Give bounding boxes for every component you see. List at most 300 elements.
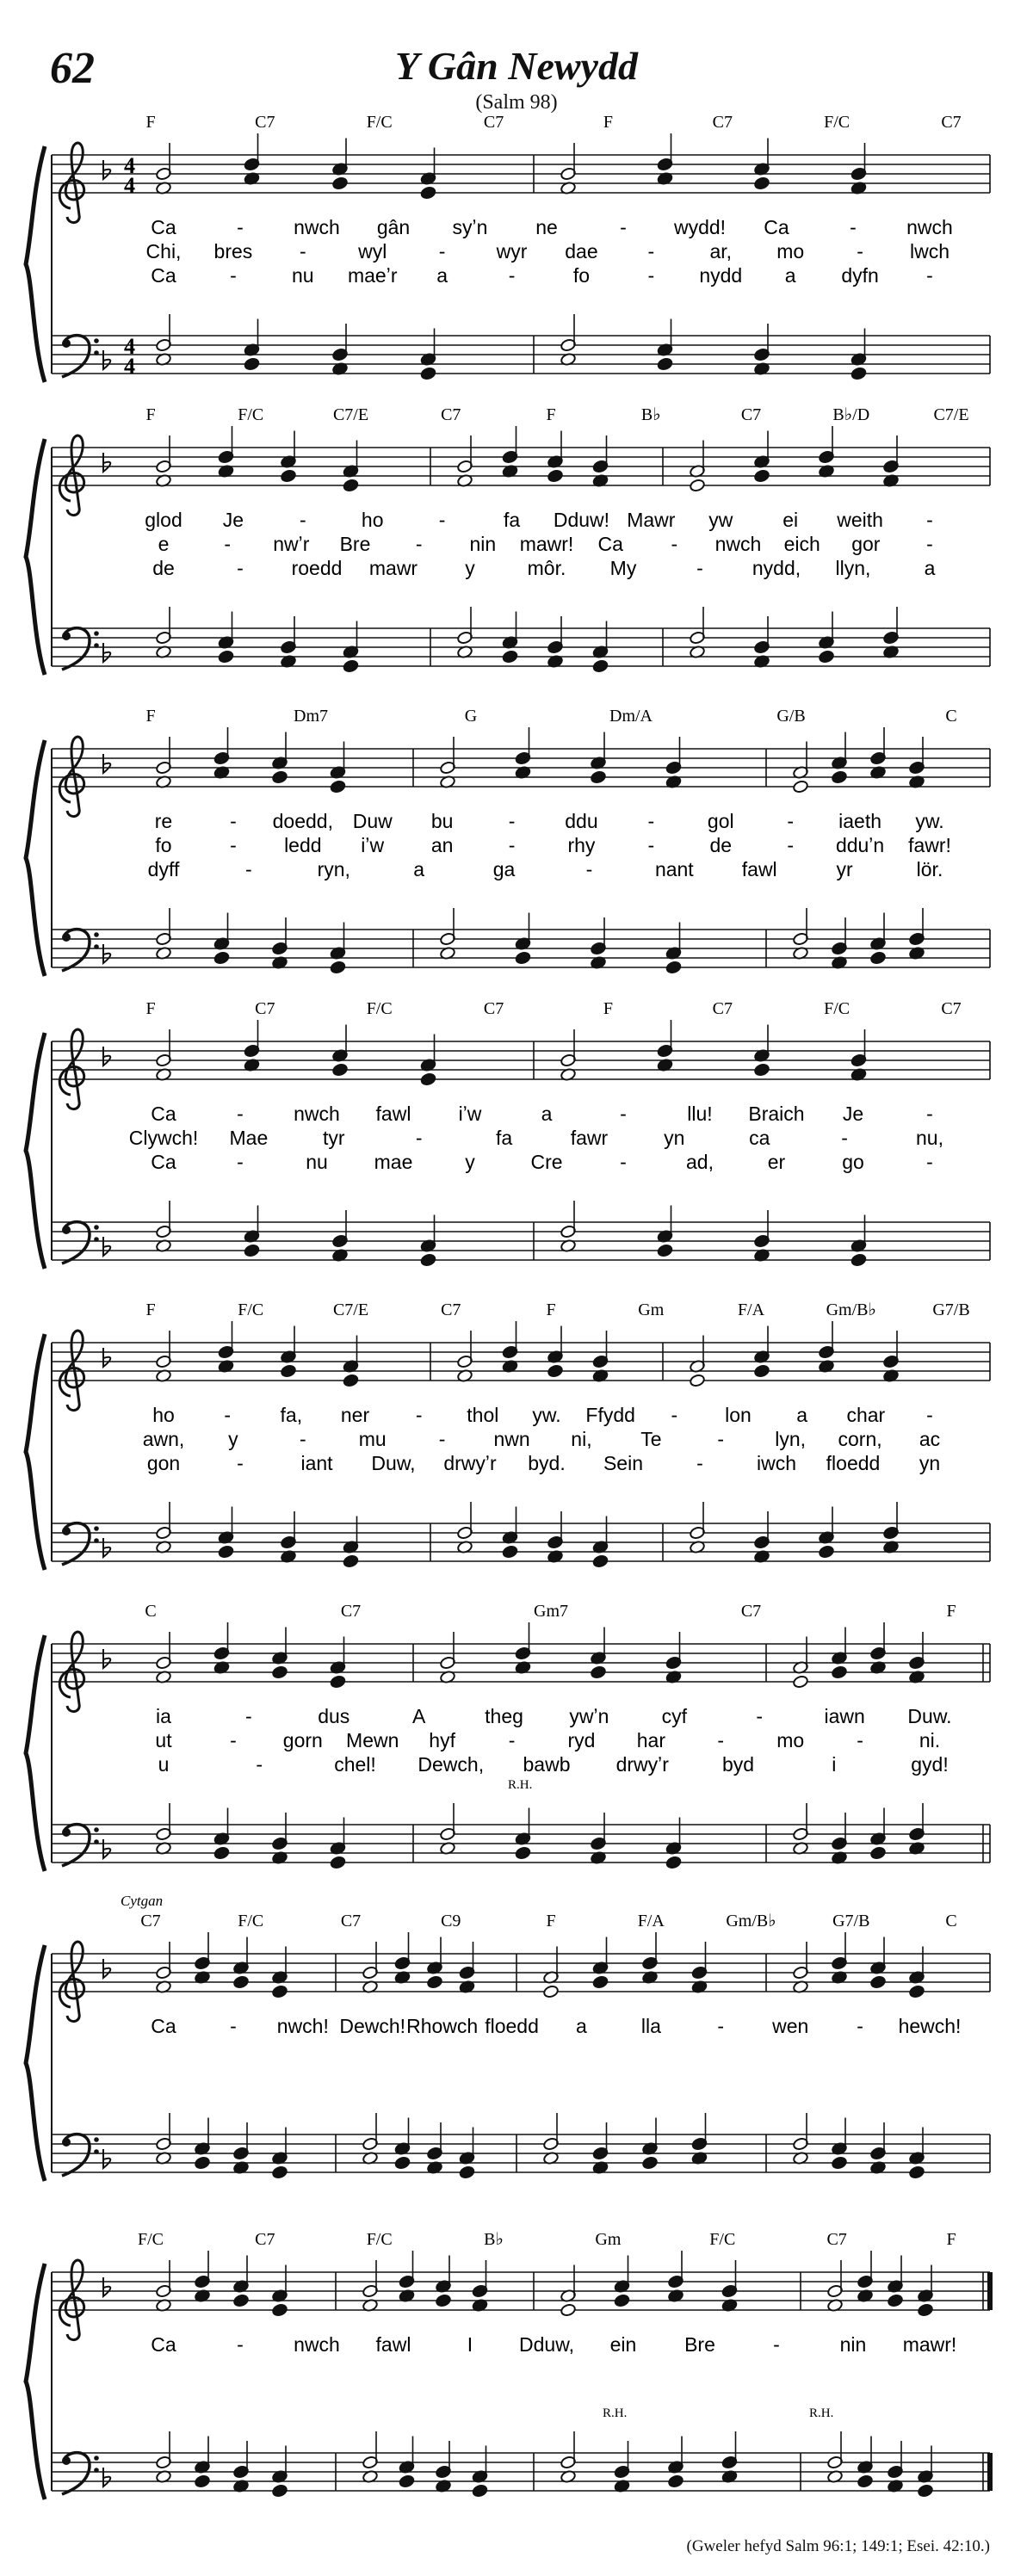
lyric-syllable: Je (842, 1103, 864, 1125)
lyric-syllable: - (230, 834, 237, 856)
lyric-syllable: - (850, 216, 857, 238)
lyric-syllable: y (465, 557, 475, 579)
note-head (665, 961, 682, 974)
note-head (754, 469, 770, 483)
chord-symbol: C7 (483, 999, 504, 1018)
lyric-syllable: ut (155, 1729, 172, 1751)
lyric-syllable: Duw. (907, 1705, 952, 1727)
lyric-syllable: fawl (741, 858, 777, 880)
chord-symbol: G (464, 707, 478, 726)
lyric-syllable: ni, (571, 1428, 592, 1450)
lyric-syllable: gon (146, 1452, 181, 1474)
note-head (909, 2165, 925, 2179)
lyric-syllable: ia (156, 1705, 171, 1727)
lyric-syllable: yn (664, 1127, 685, 1149)
bass-clef-dot (94, 2149, 99, 2154)
lyric-syllable: ac (919, 1428, 941, 1450)
chord-symbol: F/C (238, 1300, 264, 1319)
note-head (547, 469, 564, 483)
lyric-syllable: Dewch! (339, 2015, 406, 2037)
lyric-syllable: an (430, 834, 454, 856)
note-head (459, 2165, 475, 2179)
note-head (870, 1846, 887, 1860)
system-brace (26, 1635, 45, 1871)
lyric-syllable: Mae (229, 1127, 269, 1149)
lyric-syllable: - (438, 1428, 446, 1450)
bass-clef-dot (94, 1237, 99, 1242)
note-head (657, 357, 673, 371)
lyric-syllable: - (696, 557, 703, 579)
chord-symbol: C7 (740, 1602, 762, 1621)
lyric-syllable: Ca (764, 216, 789, 238)
lyric-syllable: fawl (375, 1103, 411, 1125)
bass-clef-dot (62, 1527, 71, 1535)
lyric-syllable: ad, (686, 1151, 714, 1173)
chord-symbol: C7 (140, 1912, 161, 1930)
chord-symbol: F (145, 113, 156, 132)
lyric-syllable: nu (292, 264, 314, 287)
note-head (195, 2474, 211, 2488)
lyric-syllable: iant (300, 1452, 333, 1474)
lyric-syllable: iawn (824, 1705, 865, 1727)
lyric-syllable: i (832, 1753, 837, 1776)
chord-symbol: G7/B (832, 1912, 870, 1930)
note-head (399, 2474, 415, 2488)
system-brace (26, 740, 45, 976)
chord-symbol: C9 (441, 1912, 461, 1930)
lyric-syllable: - (773, 2333, 780, 2356)
lyric-syllable: - (717, 1729, 725, 1751)
chord-symbol: G7/B (932, 1300, 970, 1319)
lyric-syllable: mo (776, 1729, 805, 1751)
lyric-syllable: bu (430, 810, 454, 832)
lyric-syllable: Ffydd (585, 1404, 635, 1426)
key-flat-icon (103, 1538, 110, 1557)
lyric-syllable: tyr (322, 1127, 345, 1149)
lyric-syllable: glod (145, 509, 182, 531)
lyric-syllable: bres (213, 240, 253, 263)
note-head (870, 1975, 887, 1989)
lyric-syllable: - (299, 1428, 306, 1450)
lyric-syllable: - (671, 1404, 678, 1426)
lyric-syllable: - (237, 1151, 244, 1173)
lyric-syllable: Mawr (627, 509, 676, 531)
note-head (754, 1063, 770, 1077)
lyric-syllable: - (224, 533, 232, 555)
key-flat-icon (103, 2149, 110, 2168)
bass-clef-dot (94, 1526, 99, 1531)
lyric-syllable: - (857, 2015, 863, 2037)
chord-symbol: C7 (740, 405, 762, 424)
note-head (218, 1545, 234, 1559)
chord-symbol: F (946, 1602, 956, 1621)
chord-symbol: C7 (941, 999, 962, 1018)
lyric-syllable: drwyʼr (443, 1452, 497, 1474)
chord-symbol: C7 (712, 999, 733, 1018)
lyric-syllable: gorn (282, 1729, 323, 1751)
chord-symbol: F/C (137, 2230, 164, 2249)
lyric-syllable: y (228, 1428, 238, 1450)
lyric-syllable: Ca (151, 1151, 176, 1173)
lyric-syllable: nwch (294, 1103, 340, 1125)
chord-symbol: C (945, 1912, 957, 1930)
lyric-syllable: ywʼn (569, 1705, 609, 1727)
chord-symbol: G/B (776, 707, 806, 726)
lyric-syllable: de (709, 834, 733, 856)
chord-symbol: F (145, 1300, 156, 1319)
lyric-syllable: - (620, 1103, 627, 1125)
key-flat-icon (103, 453, 110, 472)
lyric-syllable: Dduw! (553, 509, 610, 531)
lyric-syllable: a (784, 264, 796, 287)
lyric-syllable: Bre (684, 2333, 715, 2356)
lyric-syllable: yr (836, 858, 853, 880)
chord-symbol: C7/E (332, 405, 369, 424)
lyric-syllable: dus (318, 1705, 350, 1727)
note-head (614, 2294, 630, 2307)
bass-clef-dot (94, 2468, 99, 2473)
note-head (436, 2294, 452, 2307)
lyric-syllable: - (926, 264, 933, 287)
lyric-syllable: ryd (567, 1729, 596, 1751)
note-head (420, 186, 436, 200)
lyric-syllable: - (237, 216, 244, 238)
chord-symbol: C7 (340, 1912, 362, 1930)
rh-marking: R.H. (809, 2406, 834, 2420)
bass-clef-dot (94, 1538, 99, 1543)
note-head (343, 1374, 359, 1387)
lyric-syllable: - (926, 1103, 933, 1125)
note-head (657, 1244, 673, 1257)
note-head (690, 1374, 706, 1387)
lyric-syllable: - (508, 1729, 516, 1751)
bass-clef-dot (62, 933, 71, 942)
note-head (281, 1364, 297, 1378)
lyric-syllable: er (767, 1151, 786, 1173)
note-head (213, 1846, 230, 1860)
lyric-syllable: - (415, 533, 423, 555)
key-flat-icon (103, 2468, 110, 2486)
lyric-syllable: theg (485, 1705, 523, 1727)
lyric-syllable: - (508, 264, 516, 287)
lyric-syllable: dyff (147, 858, 180, 880)
note-head (515, 951, 531, 965)
chord-symbol: C7 (941, 113, 962, 132)
lyric-syllable: - (230, 1729, 237, 1751)
lyric-syllable: fa, (280, 1404, 303, 1426)
lyric-syllable: Rhowch (406, 2015, 479, 2037)
lyric-syllable: fawr (570, 1127, 609, 1149)
note-head (330, 961, 346, 974)
note-head (213, 951, 230, 965)
lyric-syllable: - (756, 1705, 764, 1727)
lyric-syllable: ni. (919, 1729, 941, 1751)
lyric-syllable: fawr! (908, 834, 951, 856)
lyric-syllable: nwch (294, 216, 340, 238)
lyric-syllable: eich (783, 533, 820, 555)
lyric-syllable: - (508, 810, 516, 832)
lyric-syllable: dyfn (841, 264, 879, 287)
system-brace (26, 1945, 45, 2181)
lyric-syllable: - (237, 1452, 244, 1474)
lyric-syllable: Ca (151, 1103, 176, 1125)
note-head (888, 2294, 904, 2307)
note-head (642, 2156, 659, 2170)
lyric-syllable: mo (776, 240, 805, 263)
lyric-syllable: - (230, 2015, 237, 2037)
note-head (832, 1665, 848, 1679)
lyric-syllable: nydd, (752, 557, 801, 579)
lyric-syllable: - (926, 1404, 933, 1426)
hymn-number: 62 (50, 44, 95, 93)
lyric-syllable: thol (467, 1404, 499, 1426)
lyric-syllable: ei (782, 509, 799, 531)
key-flat-icon (103, 944, 110, 963)
lyric-syllable: - (926, 1151, 933, 1173)
key-flat-icon (103, 1649, 110, 1668)
note-head (272, 2484, 288, 2498)
chord-symbol: F/C (238, 1912, 264, 1930)
chord-symbol: Dm/A (609, 707, 653, 726)
bass-clef-dot (62, 1828, 71, 1837)
note-head (244, 357, 260, 371)
lyric-syllable: fa (495, 1127, 513, 1149)
bass-clef-dot (62, 632, 71, 640)
chord-symbol: F (546, 1912, 556, 1930)
note-head (547, 1364, 564, 1378)
lyric-syllable: a (924, 557, 936, 579)
note-head (918, 2303, 934, 2317)
lyric-syllable: - (415, 1127, 423, 1149)
lyric-syllable: Cre (530, 1151, 563, 1173)
bass-clef-dot (94, 338, 99, 343)
lyric-syllable: - (647, 834, 655, 856)
chord-symbol: F/C (366, 113, 393, 132)
rh-marking: R.H. (603, 2406, 628, 2420)
lyric-syllable: yn (919, 1452, 941, 1474)
chord-symbol: F (603, 999, 613, 1018)
lyric-syllable: fa (503, 509, 521, 531)
lyric-syllable: - (256, 1753, 263, 1776)
lyric-syllable: mawr! (902, 2333, 957, 2356)
note-head (851, 367, 867, 380)
lyric-syllable: nwch! (276, 2015, 329, 2037)
lyric-syllable: floedd (826, 1452, 881, 1474)
lyric-syllable: wen (772, 2015, 809, 2037)
lyric-syllable: Dduw, (519, 2333, 574, 2356)
lyric-syllable: ne (535, 216, 558, 238)
lyric-syllable: dae (565, 240, 598, 263)
note-head (857, 2474, 874, 2488)
chord-symbol: B♭ (640, 405, 661, 424)
lyric-syllable: Clywch! (128, 1127, 199, 1149)
lyric-syllable: bawb (523, 1753, 571, 1776)
note-head (591, 1665, 607, 1679)
note-head (502, 1545, 518, 1559)
lyric-syllable: - (787, 810, 795, 832)
lyric-syllable: rhy (567, 834, 596, 856)
lyric-syllable: fo (155, 834, 172, 856)
chord-symbol: C7 (483, 113, 504, 132)
lyric-syllable: Te (640, 1428, 662, 1450)
note-head (281, 469, 297, 483)
bass-clef-dot (94, 944, 99, 949)
note-head (591, 770, 607, 784)
lyric-syllable: lör. (916, 858, 943, 880)
note-head (233, 1975, 250, 1989)
lyric-syllable: - (857, 240, 863, 263)
lyric-syllable: ga (492, 858, 516, 880)
note-head (233, 2294, 250, 2307)
lyric-syllable: wyl (358, 240, 387, 263)
lyric-syllable: - (415, 1404, 423, 1426)
note-head (754, 1364, 770, 1378)
lyric-syllable: mawr (368, 557, 418, 579)
lyric-syllable: gor (851, 533, 881, 555)
lyric-syllable: syʼn (452, 216, 488, 238)
lyric-syllable: lwch (909, 240, 950, 263)
lyric-syllable: wyr (496, 240, 528, 263)
system-brace (26, 439, 45, 675)
lyric-syllable: corn, (838, 1428, 882, 1450)
lyric-syllable: dduʼn (835, 834, 885, 856)
lyric-syllable: - (230, 264, 237, 287)
chord-symbol: Gm/B♭ (726, 1912, 776, 1930)
note-head (665, 1856, 682, 1869)
note-head (272, 2303, 288, 2317)
note-head (330, 780, 346, 794)
lyric-syllable: mu (358, 1428, 387, 1450)
lyric-syllable: - (671, 533, 678, 555)
lyric-syllable: A (411, 1705, 426, 1727)
key-flat-icon (103, 1237, 110, 1256)
lyric-syllable: weith (837, 509, 883, 531)
bass-clef-dot (94, 643, 99, 648)
lyric-syllable: yw (708, 509, 733, 531)
system-brace (26, 146, 45, 382)
lyric-syllable: har (636, 1729, 665, 1751)
note-head (472, 2484, 488, 2498)
note-head (420, 1072, 436, 1086)
chord-symbol: F/C (709, 2230, 736, 2249)
time-signature-top: 4 (124, 334, 135, 359)
lyric-syllable: llu! (687, 1103, 713, 1125)
bass-clef-dot (62, 2456, 71, 2465)
lyric-syllable: - (696, 1452, 703, 1474)
note-head (420, 1253, 436, 1267)
lyric-syllable: yw. (915, 810, 944, 832)
lyric-syllable: lyn, (775, 1428, 807, 1450)
note-head (343, 659, 359, 673)
chord-symbol: B♭ (484, 2230, 504, 2249)
chord-symbol: Dm7 (294, 707, 328, 726)
lyric-syllable: e (158, 533, 170, 555)
note-head (793, 1675, 809, 1689)
system-brace (26, 1033, 45, 1269)
key-flat-icon (103, 350, 110, 369)
bass-clef-dot (94, 932, 99, 937)
lyric-syllable: - (647, 264, 655, 287)
chord-symbol: Gm7 (534, 1602, 568, 1621)
bass-clef-dot (94, 1827, 99, 1832)
note-head (272, 1665, 288, 1679)
lyric-syllable: cyf (661, 1705, 688, 1727)
chord-symbol: C (145, 1602, 157, 1621)
lyric-syllable: nydd (699, 264, 743, 287)
lyric-syllable: My (609, 557, 637, 579)
lyric-syllable: - (841, 1127, 848, 1149)
note-head (754, 176, 770, 190)
bass-clef-dot (62, 1226, 71, 1234)
note-head (592, 1554, 609, 1568)
lyric-syllable: roedd (291, 557, 343, 579)
hymn-title: Y Gân Newydd (395, 44, 638, 88)
lyric-syllable: go (842, 1151, 864, 1173)
lyric-syllable: - (926, 533, 933, 555)
lyric-syllable: Bre (339, 533, 371, 555)
lyric-syllable: Duw (352, 810, 393, 832)
lyric-syllable: - (717, 1428, 725, 1450)
chord-symbol: C (945, 707, 957, 726)
bass-clef-dot (94, 2456, 99, 2461)
lyric-syllable: - (438, 509, 446, 531)
chord-symbol: F (145, 405, 156, 424)
time-signature-bottom: 4 (124, 173, 135, 198)
lyric-syllable: - (620, 1151, 627, 1173)
hymn-subtitle: (Salm 98) (475, 91, 558, 114)
note-head (793, 780, 809, 794)
lyric-syllable: - (438, 240, 446, 263)
lyric-syllable: iwch (756, 1452, 797, 1474)
note-head (502, 650, 518, 664)
lyric-syllable: gyd! (911, 1753, 949, 1776)
lyric-syllable: y (465, 1151, 475, 1173)
lyric-syllable: ryn, (317, 858, 350, 880)
chord-symbol: F (546, 1300, 556, 1319)
note-head (332, 176, 349, 190)
system-brace (26, 2264, 45, 2499)
lyric-syllable: - (299, 240, 306, 263)
key-flat-icon (103, 1348, 110, 1367)
lyric-syllable: re (154, 810, 173, 832)
lyric-syllable: Mewn (346, 1729, 399, 1751)
lyric-syllable: nwch (714, 533, 762, 555)
bass-clef-dot (94, 1839, 99, 1844)
lyric-syllable: I (467, 2333, 473, 2356)
note-head (592, 659, 609, 673)
note-head (819, 650, 835, 664)
lyric-syllable: ein (609, 2333, 637, 2356)
chord-symbol: B♭/D (832, 405, 870, 424)
lyric-syllable: ar, (709, 240, 733, 263)
key-flat-icon (103, 160, 110, 179)
lyric-syllable: nin (469, 533, 497, 555)
chord-symbol: F/C (366, 999, 393, 1018)
lyric-syllable: llyn, (835, 557, 871, 579)
lyric-syllable: - (585, 858, 593, 880)
note-head (420, 367, 436, 380)
chord-symbol: F/C (366, 2230, 393, 2249)
lyric-syllable: fawl (375, 2333, 411, 2356)
lyric-syllable: Ca (151, 2015, 176, 2037)
lyric-syllable: - (508, 834, 516, 856)
note-head (515, 1846, 531, 1860)
chord-symbol: C7 (255, 113, 275, 132)
note-head (592, 1975, 609, 1989)
lyric-syllable: nu (306, 1151, 328, 1173)
chord-symbol: C7/E (332, 1300, 369, 1319)
chord-symbol: F (145, 707, 156, 726)
